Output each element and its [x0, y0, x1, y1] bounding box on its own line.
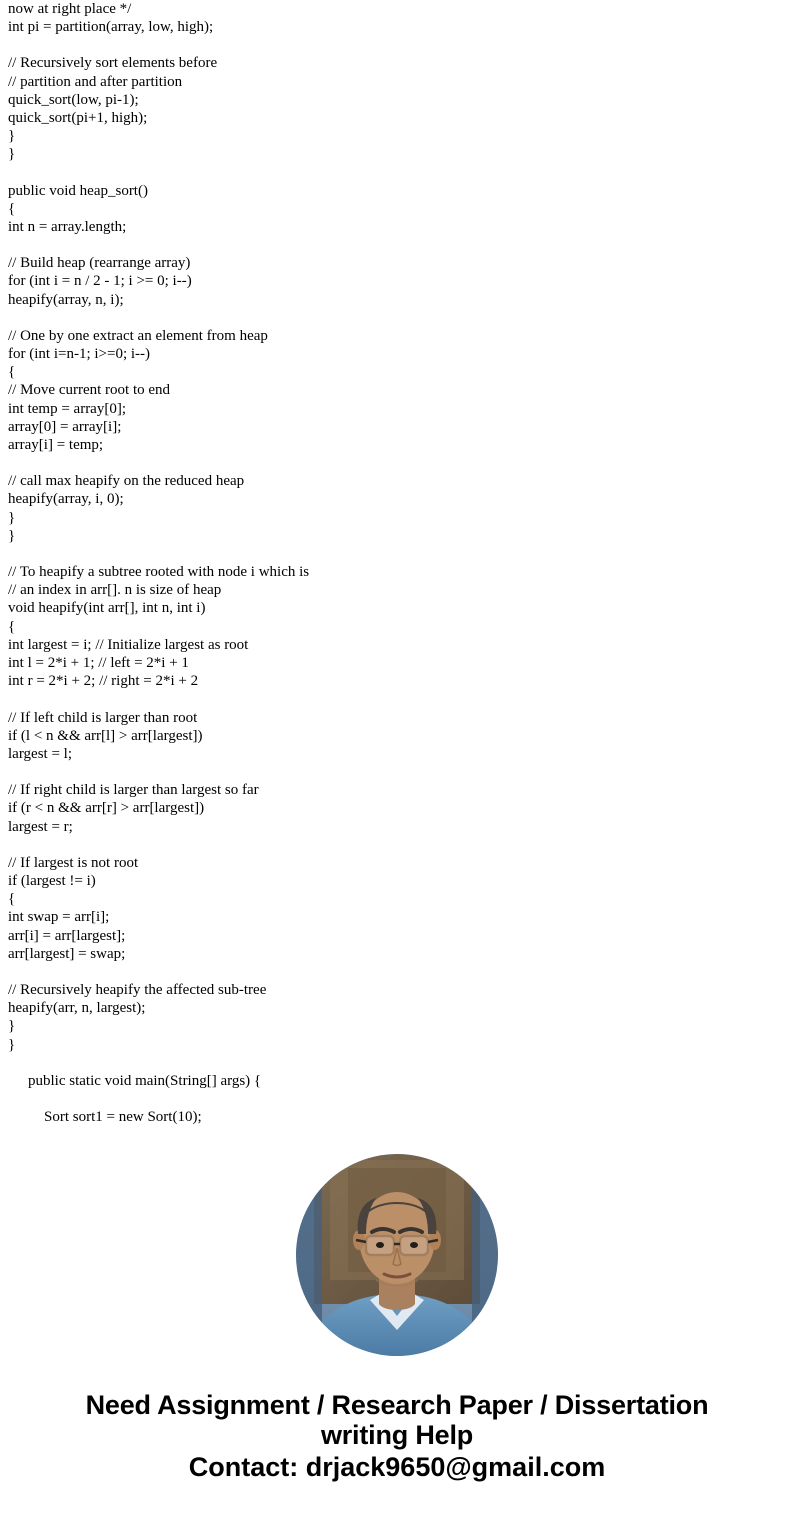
- footer-headline-line2: writing Help: [320, 1420, 474, 1451]
- code-line: // To heapify a subtree rooted with node i which is: [8, 564, 310, 581]
- code-line: [8, 164, 786, 182]
- code-line: int temp = array[0];: [8, 400, 127, 417]
- code-line: // Build heap (rearrange array): [8, 255, 191, 272]
- code-line: int largest = i; // Initialize largest as root: [8, 636, 249, 653]
- portrait-container: [0, 1154, 794, 1356]
- code-line: // an index in arr[]. n is size of heap: [8, 582, 222, 599]
- code-line: }: [8, 128, 16, 145]
- code-line: }: [8, 527, 16, 544]
- code-line: quick_sort(pi+1, high);: [8, 110, 148, 127]
- code-line: [8, 836, 786, 854]
- code-line: arr[i] = arr[largest];: [8, 927, 126, 944]
- code-line: }: [8, 146, 16, 163]
- footer-headline-line1: Need Assignment / Research Paper / Dissertation: [85, 1390, 709, 1421]
- code-line: for (int i=n-1; i>=0; i--): [8, 346, 151, 363]
- code-line: for (int i = n / 2 - 1; i >= 0; i--): [8, 273, 192, 290]
- avatar: [296, 1154, 498, 1356]
- code-line: // Recursively heapify the affected sub-tree: [8, 981, 267, 998]
- code-line: // One by one extract an element from heap: [8, 327, 268, 344]
- portrait-photo: [296, 1154, 498, 1356]
- code-line: if (largest != i): [8, 872, 96, 889]
- code-line: int pi = partition(array, low, high);: [8, 19, 214, 36]
- code-line: {: [8, 200, 16, 217]
- code-line: [8, 454, 786, 472]
- code-line: if (r < n && arr[r] > arr[largest]): [8, 800, 205, 817]
- code-line: [8, 763, 786, 781]
- code-line: [8, 236, 786, 254]
- code-line: int n = array.length;: [8, 219, 127, 236]
- code-line: quick_sort(low, pi-1);: [8, 91, 139, 108]
- code-line: // call max heapify on the reduced heap: [8, 473, 245, 490]
- code-line: array[i] = temp;: [8, 437, 104, 454]
- code-line: // Recursively sort elements before: [8, 55, 218, 72]
- code-line: array[0] = array[i];: [8, 418, 122, 435]
- code-line: public void heap_sort(): [8, 182, 148, 199]
- code-line: heapify(arr, n, largest);: [8, 1000, 146, 1017]
- code-line: arr[largest] = swap;: [8, 945, 126, 962]
- footer-contact: Contact: drjack9650@gmail.com: [188, 1452, 606, 1483]
- code-line: largest = l;: [8, 745, 73, 762]
- code-line: int r = 2*i + 2; // right = 2*i + 2: [8, 673, 199, 690]
- code-line: heapify(array, n, i);: [8, 291, 124, 308]
- code-line: }: [8, 509, 16, 526]
- code-line: {: [8, 618, 16, 635]
- code-line: // If left child is larger than root: [8, 709, 198, 726]
- code-line: {: [8, 364, 16, 381]
- code-line: int l = 2*i + 1; // left = 2*i + 1: [8, 655, 189, 672]
- code-line: [8, 36, 786, 54]
- code-line: void heapify(int arr[], int n, int i): [8, 600, 206, 617]
- code-line: }: [8, 1018, 16, 1035]
- code-line: [8, 545, 786, 563]
- code-line: }: [8, 1036, 16, 1053]
- code-line: heapify(array, i, 0);: [8, 491, 124, 508]
- code-line: largest = r;: [8, 818, 73, 835]
- code-line: {: [8, 891, 16, 908]
- code-line-sort-instance: Sort sort1 = new Sort(10);: [44, 1108, 202, 1125]
- code-line: // partition and after partition: [8, 73, 183, 90]
- code-line: [8, 309, 786, 327]
- footer-promo: [0, 1390, 794, 1482]
- code-line: if (l < n && arr[l] > arr[largest]): [8, 727, 203, 744]
- code-line: [8, 691, 786, 709]
- code-line: [8, 963, 786, 981]
- code-line-main-method: public static void main(String[] args) {: [28, 1072, 262, 1089]
- code-line: // If largest is not root: [8, 854, 139, 871]
- code-line: int swap = arr[i];: [8, 909, 110, 926]
- code-line: // Move current root to end: [8, 382, 171, 399]
- code-line: // If right child is larger than largest so far: [8, 782, 259, 799]
- code-line: now at right place */: [8, 1, 132, 17]
